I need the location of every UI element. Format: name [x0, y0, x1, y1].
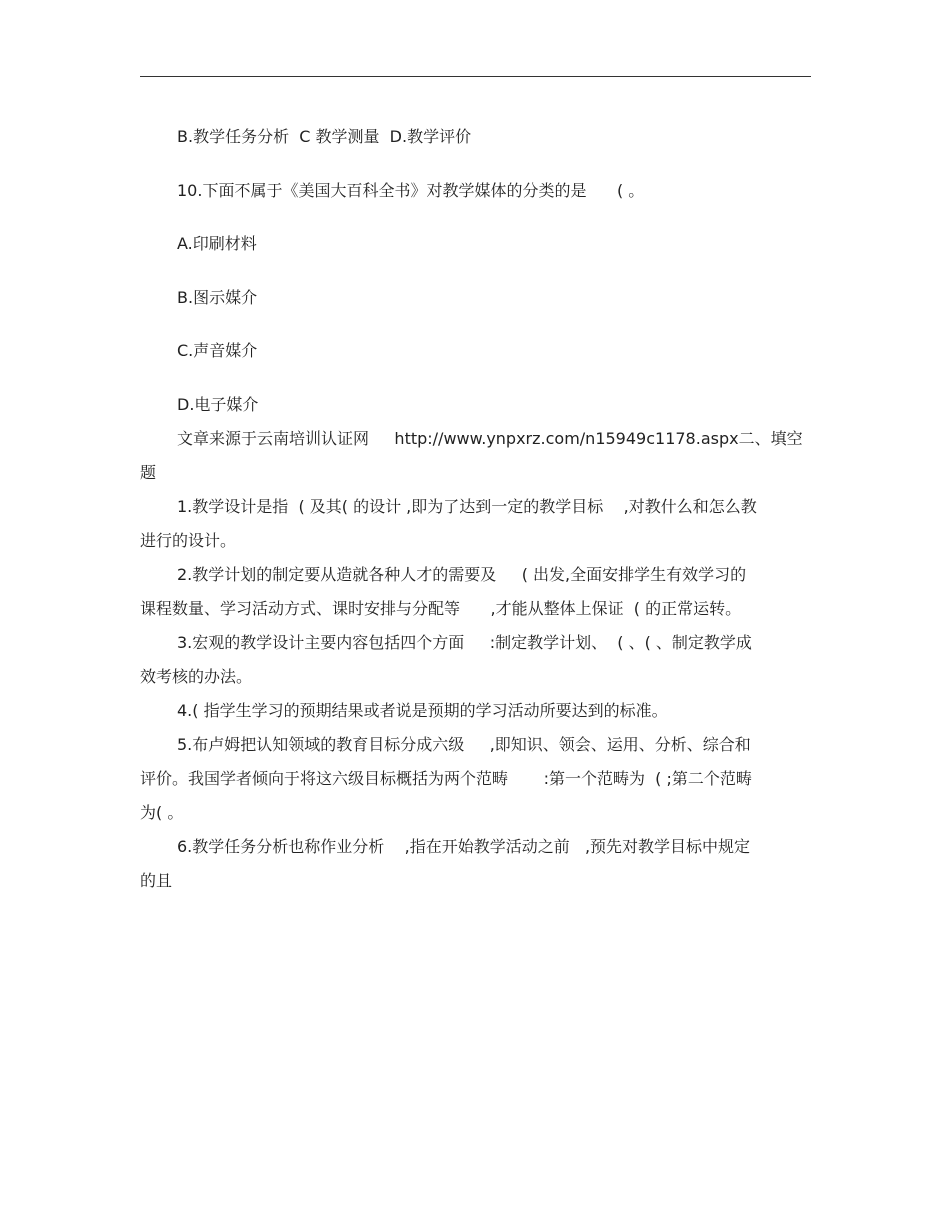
option-b: B.图示媒介	[177, 287, 258, 307]
fill-item-3	[140, 626, 808, 694]
source-paragraph	[140, 422, 808, 490]
source-line-cont: 题	[140, 462, 157, 482]
item-line: 课程数量、学习活动方式、课时安排与分配等 ,才能从整体上保证 ( 的正常运转。	[140, 598, 742, 618]
option-c: C.声音媒介	[177, 341, 258, 360]
item-line: 的且	[140, 870, 173, 890]
option-line: B.教学任务分析 C 教学测量 D.教学评价	[177, 127, 472, 146]
item-line: 3.宏观的教学设计主要内容包括四个方面 :制定教学计划、 ( 、( 、制定教学成	[177, 632, 752, 652]
fill-item-2	[140, 558, 808, 626]
fill-item-5	[140, 728, 808, 830]
item-line: 5.布卢姆把认知领域的教育目标分成六级 ,即知识、领会、运用、分析、综合和	[177, 734, 751, 754]
item-line: 进行的设计。	[140, 530, 237, 550]
item-line: 为( 。	[140, 802, 184, 822]
header-rule	[140, 76, 811, 77]
fill-item-4	[140, 694, 808, 728]
question-10: 10.下面不属于《美国大百科全书》对教学媒体的分类的是 ( 。	[177, 180, 645, 200]
fill-item-6	[140, 830, 808, 898]
fill-item-1	[140, 490, 808, 558]
item-line: 评价。我国学者倾向于将这六级目标概括为两个范畴 :第一个范畴为 ( ;第二个范畴	[140, 768, 752, 788]
option-d: D.电子媒介	[177, 394, 259, 414]
item-line: 效考核的办法。	[140, 666, 253, 686]
document-body	[140, 120, 808, 898]
item-line: 2.教学计划的制定要从造就各种人才的需要及 ( 出发,全面安排学生有效学习的	[177, 564, 747, 584]
item-line: 6.教学任务分析也称作业分析 ,指在开始教学活动之前 ,预先对教学目标中规定	[177, 836, 751, 856]
item-line: 4.( 指学生学习的预期结果或者说是预期的学习活动所要达到的标准。	[177, 700, 668, 720]
item-line: 1.教学设计是指 ( 及其( 的设计 ,即为了达到一定的教学目标 ,对教什么和怎么教	[177, 496, 757, 516]
source-line: 文章来源于云南培训认证网 http://www.ynpxrz.com/n15949c1178.aspx二、填空	[177, 428, 803, 448]
option-a: A.印刷材料	[177, 234, 257, 253]
